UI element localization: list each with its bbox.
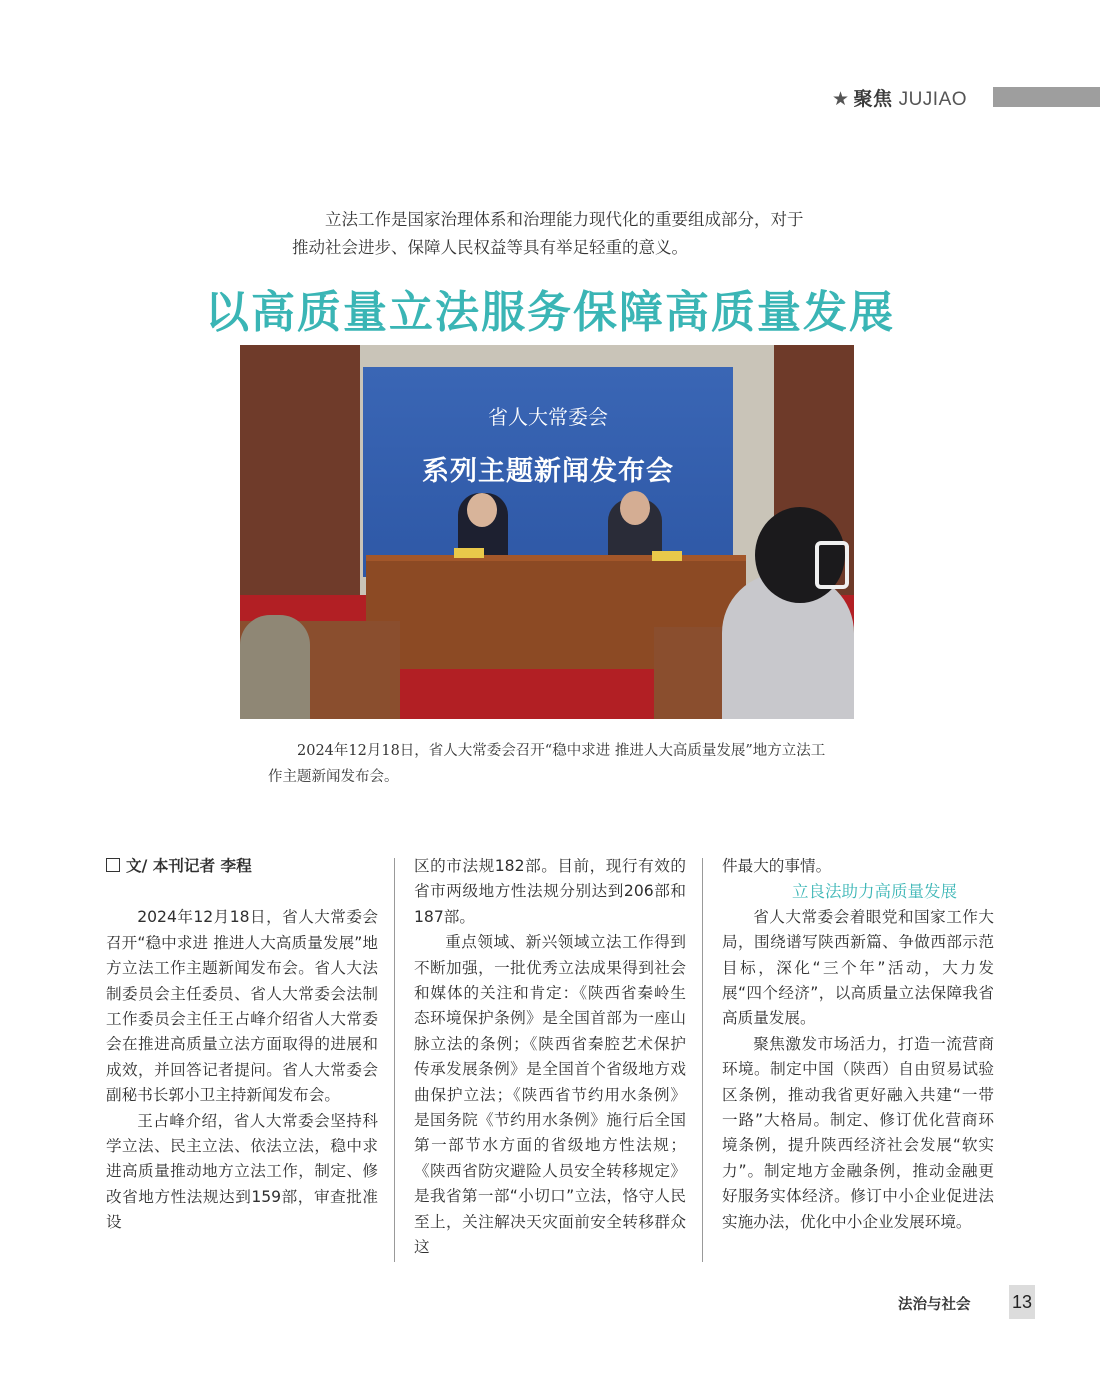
article-title: 以高质量立法服务保障高质量发展 [205,287,895,338]
article-column-2 [414,854,686,1261]
press-conference-photo [240,345,854,719]
lead-paragraph: 立法工作是国家治理体系和治理能力现代化的重要组成部分，对于推动社会进步、保障人民权益等具有举足轻重的意义。 [292,210,804,257]
magazine-name: 法治与社会 [898,1297,971,1313]
column-divider [394,858,395,1262]
paragraph: 重点领域、新兴领域立法工作得到不断加强，一批优秀立法成果得到社会和媒体的关注和肯定：《陕西省秦岭生态环境保护条例》是全国首部为一座山脉立法的条例；《陕西省秦腔艺术保护传承发展条例》是全国首个省级地方戏曲保护立法；《陕西省节约用水条例》是国务院《节约用水条例》施行后全国第一部节水方面的省级地方性法规；《陕西省防灾避险人员安全转移规定》是我省第一部“小切口”立法，恪守人民至上，关注解决天灾面前安全转移群众这 [414,933,686,1257]
photo-wood-panel-left [240,345,360,605]
square-icon [106,858,120,872]
article-column-3 [722,854,994,1235]
section-name-cn: 聚焦 [853,88,893,110]
photo-speaker-left-head [467,493,497,527]
paragraph: 王占峰介绍，省人大常委会坚持科学立法、民主立法、依法立法，稳中求进高质量推动地方立法工作，制定、修改省地方性法规达到159部，审查批准设 [106,1111,378,1232]
column-divider [702,858,703,1262]
photo-caption: 2024年12月18日，省人大常委会召开“稳中求进 推进人大高质量发展”地方立法工作主题新闻发布会。 [268,743,826,785]
paragraph: 省人大常委会着眼党和国家工作大局，围绕谱写陕西新篇、争做西部示范目标，深化“三个年”活动，大力发展“四个经济”，以高质量立法保障我省高质量发展。 [722,907,994,1028]
photo-reporter-left [240,615,310,719]
byline [106,854,378,879]
photo-nameplate-left [454,548,484,558]
photo-speaker-right-head [620,491,650,525]
paragraph: 件最大的事情。 [722,857,832,875]
photo-screen-line2: 系列主题新闻发布会 [422,456,674,487]
star-icon: ★ [832,88,850,110]
page-number: 13 [1009,1285,1035,1319]
section-bar [993,87,1100,107]
paragraph: 2024年12月18日，省人大常委会召开“稳中求进 推进人大高质量发展”地方立法工作主题新闻发布会。省人大法制委员会主任委员、省人大常委会法制工作委员会主任王占峰介绍省人大常委会在推进高质量立法方面取得的进展和成效，并回答记者提问。省人大常委会副秘书长郭小卫主持新闻发布会。 [106,908,378,1105]
photo-nameplate-right [652,551,682,561]
photo-screen-line1: 省人大常委会 [488,405,608,429]
paragraph: 聚焦激发市场活力，打造一流营商环境。制定中国（陕西）自由贸易试验区条例，推动我省更好融入共建“一带一路”大格局。制定、修订优化营商环境条例，提升陕西经济社会发展“软实力”。制定地方金融条例，推动金融更好服务实体经济。修订中小企业促进法实施办法，优化中小企业发展环境。 [722,1034,994,1231]
article-column-1 [106,854,378,1236]
photo-hair-clip [815,541,849,589]
section-subheading: 立良法助力高质量发展 [792,882,957,902]
section-name-en: JUJIAO [898,89,968,110]
byline-text: 文/ 本刊记者 李程 [126,857,252,875]
paragraph: 区的市法规182部。目前，现行有效的省市两级地方性法规分别达到206部和187部。 [414,857,686,926]
section-tag [832,84,967,111]
